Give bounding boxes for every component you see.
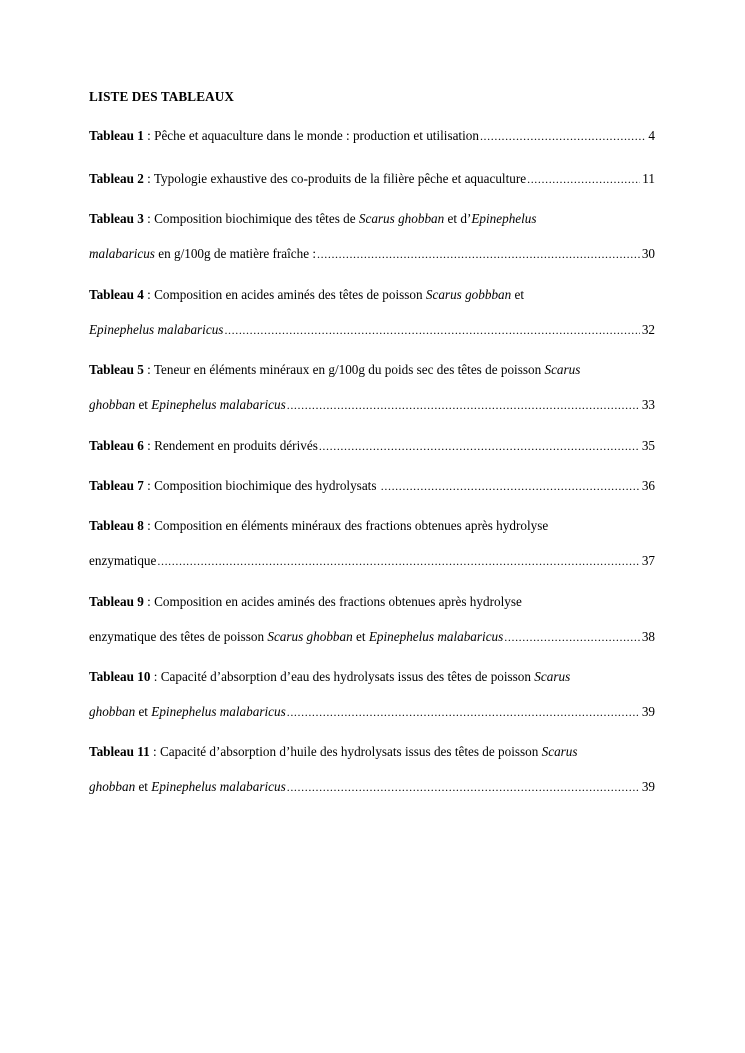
species-name: Scarus (534, 669, 571, 684)
entry-page-number: 11 (642, 171, 655, 186)
species-name: Scarus (541, 744, 578, 759)
toc-entry-tableau-10-line-1[interactable] (89, 669, 655, 685)
entry-text: : Rendement en produits dérivés (143, 438, 318, 453)
dot-leader (504, 629, 640, 645)
toc-entry-tableau-9-line-2[interactable] (89, 629, 655, 645)
entry-text: : Composition en acides aminés des fractions obtenues après hydrolyse (143, 594, 522, 609)
entry-text: enzymatique des têtes de poisson (89, 629, 268, 644)
entry-page-number: 36 (641, 478, 655, 493)
entry-text: : Typologie exhaustive des co-produits de la filière pêche et aquaculture (143, 171, 527, 186)
species-name: Epinephelus (471, 211, 537, 226)
toc-entry-tableau-6[interactable] (89, 438, 655, 454)
toc-entry-tableau-3-line-2[interactable] (89, 246, 655, 262)
dot-leader (527, 171, 640, 187)
entry-label: Tableau 11 (89, 744, 150, 759)
entry-text: et (135, 397, 152, 412)
toc-entry-tableau-5-line-2[interactable] (89, 397, 655, 413)
toc-entry-tableau-10-line-2[interactable] (89, 704, 655, 720)
entry-label: Tableau 4 (89, 287, 144, 302)
species-name: malabaricus (89, 246, 155, 261)
entry-label: Tableau 10 (89, 669, 151, 684)
entry-page-number: 33 (641, 397, 655, 412)
species-name: Epinephelus malabaricus (151, 397, 286, 412)
entry-text: et (135, 704, 152, 719)
dot-leader (287, 779, 640, 795)
entry-label: Tableau 1 (89, 128, 144, 143)
entry-text: : Teneur en éléments minéraux en g/100g du poids sec des têtes de poisson (143, 362, 545, 377)
species-name: Epinephelus malabaricus (89, 322, 224, 337)
entry-page-number: 39 (641, 779, 655, 794)
entry-label: Tableau 6 (89, 438, 144, 453)
entry-page-number: 38 (641, 629, 655, 644)
page-title: LISTE DES TABLEAUX (89, 89, 234, 104)
entry-label: Tableau 3 (89, 211, 144, 226)
entry-page-number: 30 (641, 246, 655, 261)
dot-leader (157, 553, 639, 569)
entry-page-number: 35 (641, 438, 655, 453)
toc-entry-tableau-2[interactable] (89, 171, 655, 187)
entry-label: Tableau 2 (89, 171, 144, 186)
toc-entry-tableau-8-line-2[interactable] (89, 553, 655, 569)
species-name: Epinephelus malabaricus (368, 629, 504, 644)
species-name: Epinephelus malabaricus (151, 779, 286, 794)
dot-leader (287, 704, 640, 720)
entry-text: : Pêche et aquaculture dans le monde : production et utilisation (143, 128, 479, 143)
entry-label: Tableau 7 (89, 478, 144, 493)
entry-text: enzymatique (89, 553, 157, 568)
entry-text: : Composition biochimique des hydrolysats (143, 478, 380, 493)
toc-entry-tableau-5-line-1[interactable] (89, 362, 655, 378)
entry-page-number: 39 (641, 704, 655, 719)
species-name: ghobban (89, 397, 136, 412)
entry-text: et (135, 779, 152, 794)
entry-text: : Composition en acides aminés des têtes de poisson (143, 287, 426, 302)
toc-entry-tableau-8-line-1[interactable] (89, 518, 655, 534)
species-name: ghobban (89, 704, 136, 719)
species-name: Epinephelus malabaricus (151, 704, 286, 719)
toc-entry-tableau-9-line-1[interactable] (89, 594, 655, 610)
entry-text: : Capacité d’absorption d’eau des hydrolysats issus des têtes de poisson (150, 669, 535, 684)
species-name: Scarus gobbban (425, 287, 512, 302)
species-name: Scarus ghobban (267, 629, 353, 644)
dot-leader (287, 397, 640, 413)
entry-text: et (352, 629, 369, 644)
entry-page-number: 37 (641, 553, 655, 568)
dot-leader (317, 246, 640, 262)
entry-text: : Composition biochimique des têtes de (143, 211, 359, 226)
entry-label: Tableau 5 (89, 362, 144, 377)
toc-entry-tableau-7[interactable] (89, 478, 655, 494)
dot-leader (319, 438, 640, 454)
dot-leader (224, 322, 639, 338)
entry-label: Tableau 8 (89, 518, 144, 533)
toc-entry-tableau-11-line-2[interactable] (89, 779, 655, 795)
entry-text: et d’ (444, 211, 472, 226)
entry-page-number: 4 (648, 128, 655, 143)
toc-entry-tableau-4-line-1[interactable] (89, 287, 655, 303)
entry-text: et (511, 287, 525, 302)
toc-entry-tableau-3-line-1[interactable] (89, 211, 655, 227)
dot-leader (480, 128, 646, 144)
entry-text: en g/100g de matière fraîche : (154, 246, 317, 261)
toc-entry-tableau-11-line-1[interactable] (89, 744, 655, 760)
entry-label: Tableau 9 (89, 594, 144, 609)
species-name: Scarus ghobban (358, 211, 445, 226)
entry-text: : Capacité d’absorption d’huile des hydrolysats issus des têtes de poisson (149, 744, 542, 759)
entry-text: : Composition en éléments minéraux des fractions obtenues après hydrolyse (143, 518, 549, 533)
entry-page-number: 32 (641, 322, 655, 337)
toc-entry-tableau-1[interactable] (89, 128, 655, 144)
species-name: Scarus (544, 362, 581, 377)
dot-leader (381, 478, 640, 494)
toc-entry-tableau-4-line-2[interactable] (89, 322, 655, 338)
species-name: ghobban (89, 779, 136, 794)
